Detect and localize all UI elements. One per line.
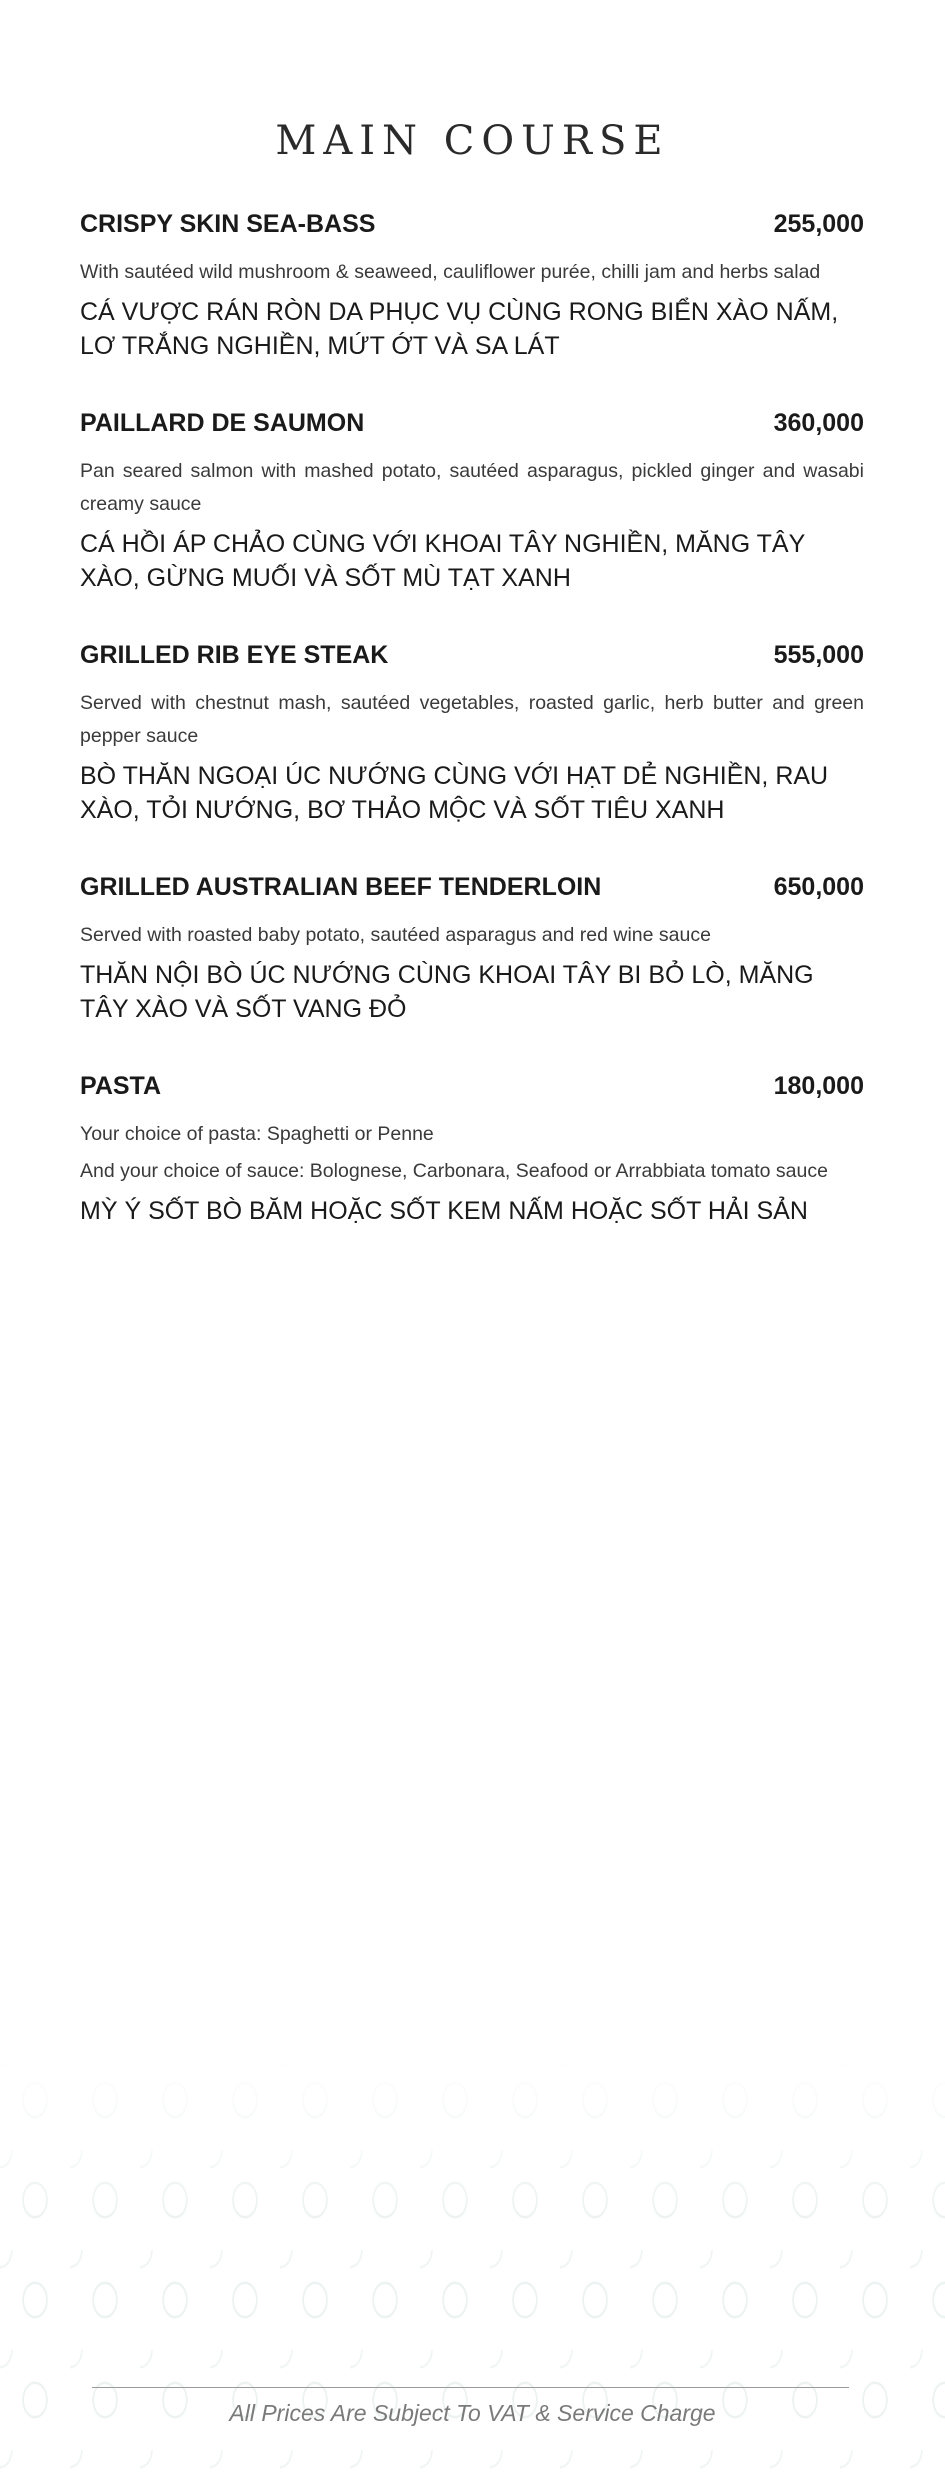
footer-divider (92, 2387, 849, 2388)
item-price: 180,000 (773, 1072, 864, 1100)
item-vietnamese-name: CÁ HỒI ÁP CHẢO CÙNG VỚI KHOAI TÂY NGHIỀN, MĂNG TÂY XÀO, GỪNG MUỐI VÀ SỐT MÙ TẠT XANH (80, 530, 805, 592)
item-price: 555,000 (773, 641, 864, 669)
item-vietnamese-name: MỲ Ý SỐT BÒ BĂM HOẶC SỐT KEM NẤM HOẶC SỐT HẢI SẢN (80, 1197, 808, 1225)
item-price: 650,000 (773, 873, 864, 901)
item-name: GRILLED AUSTRALIAN BEEF TENDERLOIN (80, 873, 602, 901)
item-vietnamese-name: CÁ VƯỢC RÁN RÒN DA PHỤC VỤ CÙNG RONG BIỂN XÀO NẤM, LƠ TRẮNG NGHIỀN, MỨT ỚT VÀ SA LÁT (80, 298, 839, 360)
item-description: Your choice of pasta: Spaghetti or Penne (80, 1123, 434, 1145)
item-description: And your choice of sauce: Bolognese, Carbonara, Seafood or Arrabbiata tomato sauce (80, 1160, 828, 1182)
footer-note: All Prices Are Subject To VAT & Service Charge (229, 2400, 716, 2426)
menu-item (80, 873, 864, 1026)
page-title: MAIN COURSE (275, 118, 670, 164)
menu-list (80, 210, 864, 1274)
item-vietnamese-name: THĂN NỘI BÒ ÚC NƯỚNG CÙNG KHOAI TÂY BI BỎ LÒ, MĂNG TÂY XÀO VÀ SỐT VANG ĐỎ (80, 961, 814, 1023)
item-price: 255,000 (773, 210, 864, 238)
item-header (80, 641, 864, 681)
item-description: With sautéed wild mushroom & seaweed, cauliflower purée, chilli jam and herbs salad (80, 261, 821, 283)
menu-item (80, 210, 864, 363)
item-description: Pan seared salmon with mashed potato, sautéed asparagus, pickled ginger and wasabi creamy sauce (80, 460, 864, 515)
item-header (80, 409, 864, 449)
item-name: PAILLARD DE SAUMON (80, 409, 365, 437)
item-description: Served with roasted baby potato, sautéed asparagus and red wine sauce (80, 924, 711, 946)
item-name: GRILLED RIB EYE STEAK (80, 641, 389, 669)
menu-item (80, 409, 864, 595)
item-name: PASTA (80, 1072, 162, 1100)
menu-item (80, 641, 864, 827)
item-header (80, 1072, 864, 1112)
item-price: 360,000 (773, 409, 864, 437)
menu-item (80, 1072, 864, 1228)
item-header (80, 873, 864, 913)
item-header (80, 210, 864, 250)
item-name: CRISPY SKIN SEA-BASS (80, 210, 376, 238)
item-vietnamese-name: BÒ THĂN NGOẠI ÚC NƯỚNG CÙNG VỚI HẠT DẺ NGHIỀN, RAU XÀO, TỎI NƯỚNG, BƠ THẢO MỘC VÀ SỐT TIÊU XANH (80, 762, 829, 824)
item-description: Served with chestnut mash, sautéed vegetables, roasted garlic, herb butter and green pepper sauce (80, 692, 864, 747)
